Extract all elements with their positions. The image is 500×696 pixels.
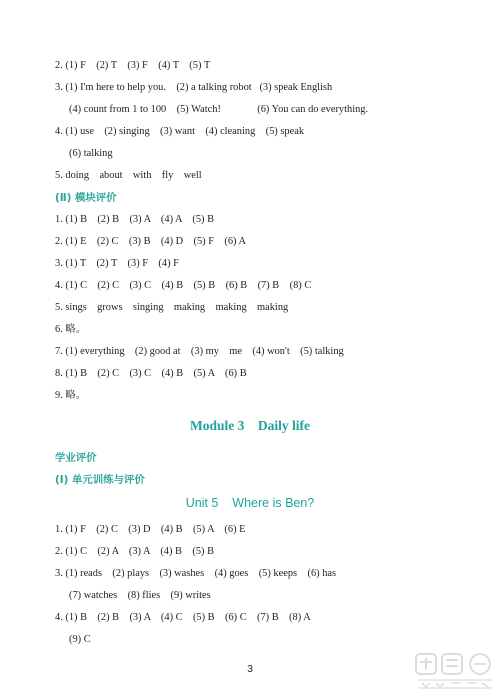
answer-line: (7) watches (8) flies (9) writes [69,590,211,601]
answer-line: 3. (1) reads (2) plays (3) washes (4) goes (5) keeps (6) has [55,568,337,579]
answer-line: 1. (1) B (2) B (3) A (4) A (5) B [55,214,215,225]
answer-line: 7. (1) everything (2) good at (3) my me (4) won't (5) talking [55,346,344,357]
answer-line: 4. (1) use (2) singing (3) want (4) cleaning (5) speak [55,126,305,137]
answer-line: 1. (1) F (2) C (3) D (4) B (5) A (6) E [55,524,246,535]
module-title: Module 3 Daily life [190,418,310,433]
answer-line: 3. (1) I'm here to help you. (2) a talking robot (3) speak English [55,82,333,93]
answer-line: (6) talking [69,148,113,159]
section-heading-unit-training: (Ⅰ) 单元训练与评价 [55,474,145,486]
answer-line: 6. 略。 [55,324,87,335]
section-heading-study-eval: 学业评价 [55,452,97,464]
answer-line: 9. 略。 [55,390,87,401]
watermark-logo-icon [414,650,496,694]
answer-line: (9) C [69,634,91,645]
answer-line: 4. (1) C (2) C (3) C (4) B (5) B (6) B (7) B (8) C [55,280,312,291]
answer-line: 2. (1) E (2) C (3) B (4) D (5) F (6) A [55,236,247,247]
answer-line: 2. (1) C (2) A (3) A (4) B (5) B [55,546,215,557]
unit-title: Unit 5 Where is Ben? [185,496,315,510]
answer-line: (4) count from 1 to 100 (5) Watch! (6) You can do everything. [69,104,369,115]
answer-line: 2. (1) F (2) T (3) F (4) T (5) T [55,60,211,71]
answer-line: 4. (1) B (2) B (3) A (4) C (5) B (6) C (7) B (8) A [55,612,311,623]
section-heading-module-eval: (Ⅱ) 模块评价 [55,192,117,204]
answer-line: 3. (1) T (2) T (3) F (4) F [55,258,179,269]
answer-line: 5. sings grows singing making making making [55,302,289,313]
answer-line: 8. (1) B (2) C (3) C (4) B (5) A (6) B [55,368,247,379]
page-number: 3 [247,663,253,675]
answer-line: 5. doing about with fly well [55,170,202,181]
